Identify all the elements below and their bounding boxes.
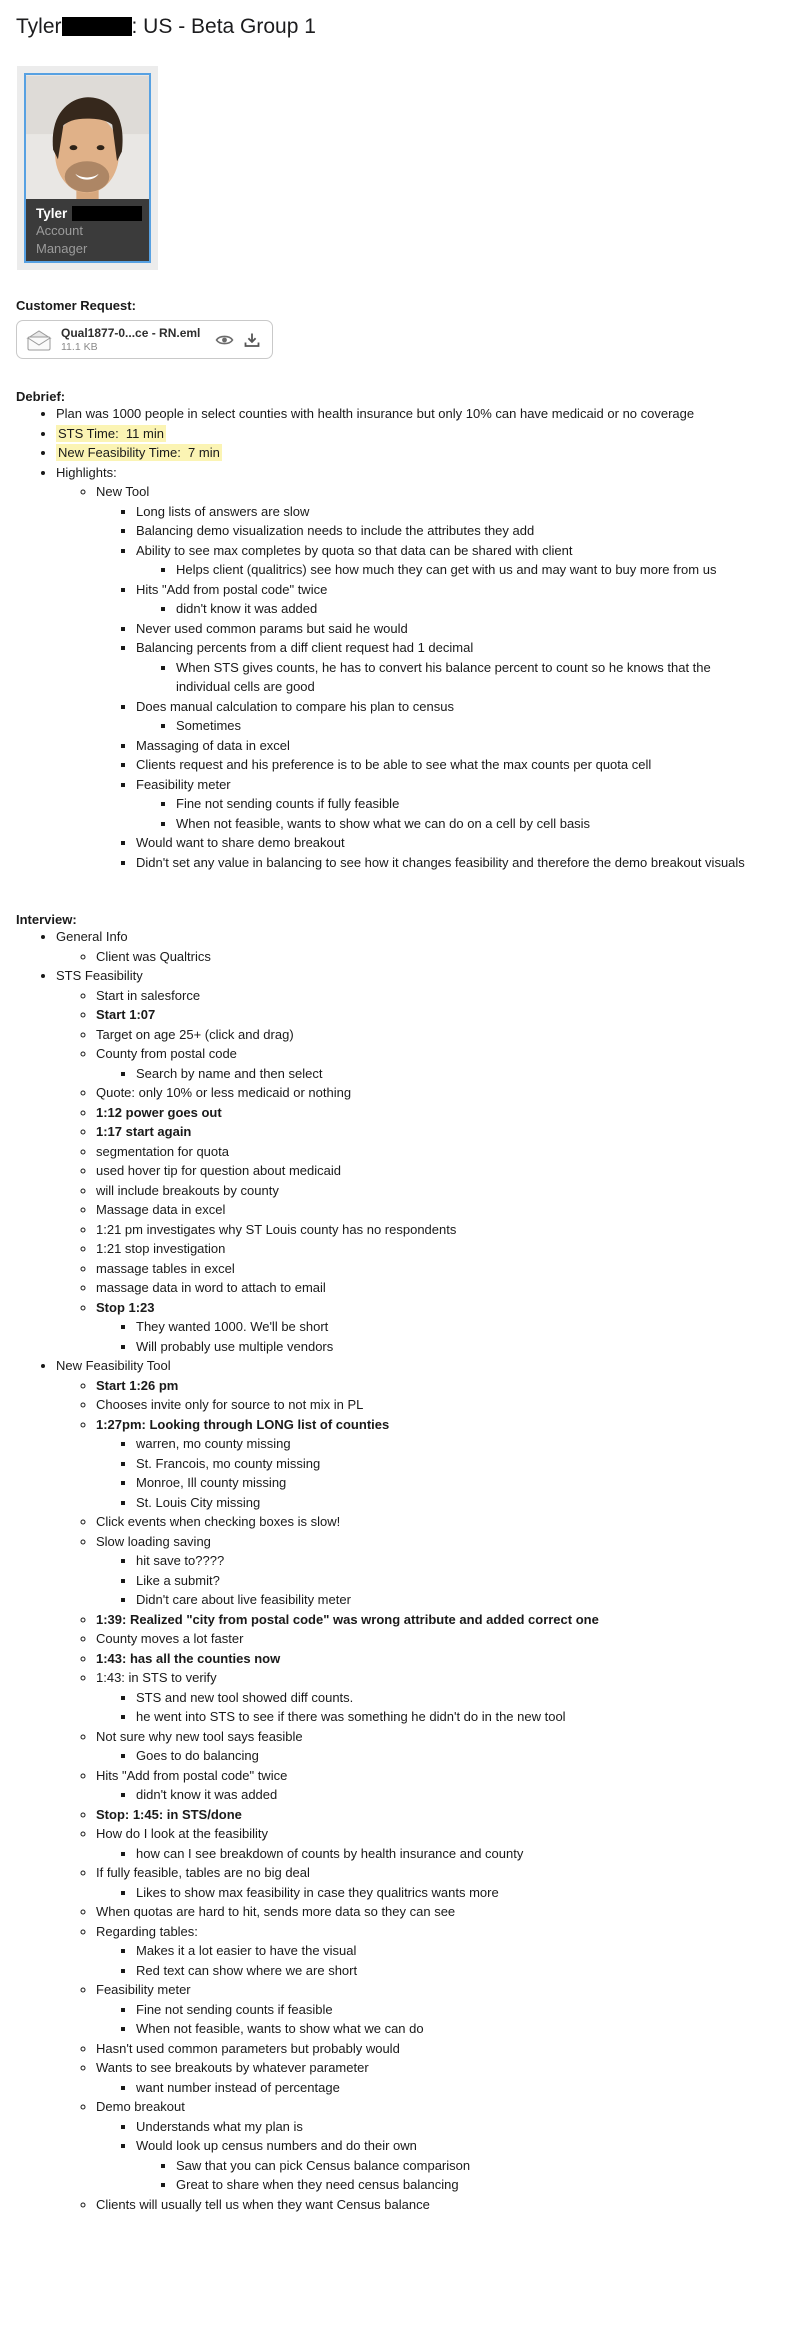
list-item [96,2195,756,2215]
bullet-list [96,2000,756,2039]
bullet-list [16,404,756,872]
list-item-text: STS Feasibility [56,968,143,983]
bullet-list [96,502,756,873]
list-item [96,1005,756,1025]
bullet-list [56,1376,756,2215]
list-item-text: 1:21 pm investigates why ST Louis county has no respondents [96,1221,457,1237]
list-item [96,1668,756,1727]
list-item-text: St. Louis City missing [136,1494,261,1510]
bullet-list [96,1551,756,1610]
list-item-text: Clients request and his preference is to be able to see what the max counts per quota cell [136,757,652,772]
list-item [136,1746,756,1766]
list-item-text: massage data in word to attach to email [96,1280,326,1295]
list-item [96,1727,756,1766]
list-item [96,1181,756,1201]
list-item [96,1376,756,1396]
list-item-text: 1:43: has all the counties now [96,1650,281,1666]
list-item [56,424,756,444]
list-item-text: Massaging of data in excel [136,737,290,753]
list-item-text: Hits "Add from postal code" twice [96,1767,288,1783]
list-item [136,1317,756,1337]
list-item [56,966,756,1356]
list-item-text: Chooses invite only for source to not mix in PL [96,1397,364,1412]
list-item-text: Like a submit? [136,1572,220,1588]
attachment-actions [215,332,260,348]
list-item [176,794,756,814]
list-item-text: County from postal code [96,1046,237,1061]
list-item [96,1025,756,1045]
list-item-text: Helps client (qualitrics) see how much they can get with us and may want to buy more from us [176,562,717,577]
list-item-text: St. Francois, mo county missing [136,1455,321,1471]
list-item [96,1824,756,1863]
list-item [96,1805,756,1825]
profile-photo [24,73,151,263]
list-item [96,2058,756,2097]
list-item [136,1707,756,1727]
list-item-text: Start 1:07 [96,1007,156,1022]
preview-eye-icon[interactable] [215,333,234,347]
list-item [136,638,756,697]
bullet-list [136,794,756,833]
list-item [136,2117,756,2137]
list-item-text: 1:17 start again [96,1124,192,1139]
list-item [96,1395,756,1415]
list-item-text: Hasn't used common parameters but probably would [96,2040,400,2056]
list-item-text: Regarding tables: [96,1923,198,1939]
list-item [96,1278,756,1298]
list-item [96,1902,756,1922]
debrief-heading: Debrief: [16,389,66,404]
list-item-text: Monroe, Ill county missing [136,1475,287,1490]
list-item-text: Balancing percents from a diff client request had 1 decimal [136,640,474,655]
list-item [136,1590,756,1610]
list-item-text: Start 1:26 pm [96,1377,179,1393]
list-item-text: County moves a lot faster [96,1631,244,1646]
list-item-text: Sometimes [176,718,242,733]
bullet-list [96,2078,756,2098]
list-item-text: 1:39: Realized "city from postal code" was wrong attribute and added correct one [96,1611,599,1627]
list-item-text: 1:21 stop investigation [96,1241,226,1256]
bullet-list [56,986,756,1357]
list-item [136,697,756,736]
interview-heading: Interview: [16,912,77,927]
list-item-text: want number instead of percentage [136,2079,340,2095]
list-item [96,1532,756,1610]
list-item-text: Feasibility meter [136,776,231,792]
page-title-suffix: : US - Beta Group 1 [131,15,316,38]
list-item-text: Not sure why new tool says feasible [96,1728,303,1744]
list-item [136,853,756,873]
list-item [96,1649,756,1669]
bullet-list [96,1064,756,1084]
bullet-list [56,947,756,967]
list-item-text: Stop 1:23 [96,1299,155,1315]
list-item [96,1161,756,1181]
list-item-text: New Tool [96,484,150,499]
list-item-text: Slow loading saving [96,1533,211,1549]
list-item-text: Long lists of answers are slow [136,503,310,519]
list-item [96,1610,756,1630]
list-item [176,658,756,697]
list-item-text: Plan was 1000 people in select counties with health insurance but only 10% can have medicaid or no coverage [56,406,695,421]
interview-list [16,927,756,2214]
list-item-text: Target on age 25+ (click and drag) [96,1026,294,1042]
list-item-text: segmentation for quota [96,1143,229,1159]
list-item [136,2000,756,2020]
list-item [96,2097,756,2195]
list-item-text: Goes to do balancing [136,1748,259,1763]
list-item [136,1883,756,1903]
list-item [136,521,756,541]
profile-photo-frame [17,66,158,270]
list-item [96,1044,756,1083]
list-item-text: STS Time: 11 min [58,425,164,441]
attachment-meta [61,326,200,353]
list-item [136,1337,756,1357]
list-item-text: Makes it a lot easier to have the visual [136,1943,357,1958]
list-item [136,1551,756,1571]
attachment-filesize: 11.1 KB [61,341,98,353]
list-item-text: If fully feasible, tables are no big deal [96,1865,310,1880]
list-item [136,580,756,619]
profile-first-name: Tyler [36,206,68,221]
list-item-text: New Feasibility Time: 7 min [58,445,220,460]
bullet-list [136,2156,756,2195]
list-item-text: didn't know it was added [176,601,318,616]
list-item [136,2019,756,2039]
list-item-text: Great to share when they need census balancing [176,2177,459,2192]
list-item [136,736,756,756]
profile-role-line2: Manager [36,241,88,256]
list-item [96,1922,756,1981]
list-item [176,716,756,736]
list-item-text: Would look up census numbers and do their own [136,2138,417,2153]
list-item-text: Clients will usually tell us when they want Census balance [96,2196,430,2212]
profile-role-line1: Account [36,223,83,238]
list-item-text: Likes to show max feasibility in case they qualitrics wants more [136,1884,499,1900]
redaction-box [62,17,132,36]
list-item [136,619,756,639]
list-item-text: how can I see breakdown of counts by health insurance and county [136,1845,524,1861]
list-item [136,755,756,775]
list-item-text: Fine not sending counts if fully feasible [176,796,400,811]
list-item [136,1454,756,1474]
bullet-list [96,1688,756,1727]
list-item [136,1571,756,1591]
list-item-text: Saw that you can pick Census balance comparison [176,2157,471,2173]
list-item-text: Red text can show where we are short [136,1962,358,1978]
list-item-text: Fine not sending counts if feasible [136,2001,333,2017]
list-item [176,2156,756,2176]
bullet-list [136,658,756,697]
list-item-text: Would want to share demo breakout [136,835,345,850]
bullet-list [96,1434,756,1512]
list-item-text: Ability to see max completes by quota so that data can be shared with client [136,542,573,558]
list-item [96,1122,756,1142]
list-item-text: he went into STS to see if there was something he didn't do in the new tool [136,1709,566,1724]
list-item [136,1844,756,1864]
list-item [176,560,756,580]
list-item-text: 1:12 power goes out [96,1104,222,1120]
list-item [96,1980,756,2039]
list-item-text: When not feasible, wants to show what we can do [136,2021,424,2036]
list-item-text: Feasibility meter [96,1982,191,1997]
list-item-text: New Feasibility Tool [56,1358,171,1373]
list-item-text: massage tables in excel [96,1260,235,1276]
list-item [136,775,756,834]
list-item-text: Didn't set any value in balancing to see how it changes feasibility and therefore the demo breakout visuals [136,854,745,870]
bullet-list [136,716,756,736]
list-item [136,1493,756,1513]
list-item-text: Hits "Add from postal code" twice [136,581,328,597]
list-item [96,1200,756,1220]
list-item [136,1064,756,1084]
list-item-text: warren, mo county missing [136,1436,291,1451]
list-item [56,1356,756,2214]
attachment-filename: Qual1877-0...ce - RN.eml [61,326,201,340]
list-item [96,1766,756,1805]
list-item-text: Never used common params but said he would [136,620,408,636]
download-icon[interactable] [244,332,260,348]
list-item [96,1220,756,1240]
list-item-text: They wanted 1000. We'll be short [136,1319,329,1334]
bullet-list [136,599,756,619]
list-item [96,1512,756,1532]
list-item [176,2175,756,2195]
list-item-text: 1:43: in STS to verify [96,1670,217,1685]
list-item [96,986,756,1006]
debrief-list [16,404,756,872]
list-item-text: General Info [56,929,128,944]
photo-caption-overlay [26,199,149,261]
list-item-text: STS and new tool showed diff counts. [136,1689,354,1705]
list-item [136,833,756,853]
list-item-text: hit save to???? [136,1553,225,1568]
list-item [176,814,756,834]
list-item [96,482,756,872]
list-item [136,2078,756,2098]
bullet-list [136,560,756,580]
list-item-text: Search by name and then select [136,1065,323,1081]
list-item-text: Start in salesforce [96,987,201,1003]
list-item [56,443,756,463]
bullet-list [96,2117,756,2195]
list-item [56,404,756,424]
list-item [96,2039,756,2059]
attachment-card[interactable] [16,320,273,359]
list-item [136,1434,756,1454]
list-item-text: will include breakouts by county [96,1182,279,1198]
list-item [96,1142,756,1162]
list-item-text: How do I look at the feasibility [96,1826,268,1841]
bullet-list [96,1883,756,1903]
list-item [56,927,756,966]
list-item [96,1103,756,1123]
list-item [96,1629,756,1649]
list-item-text: Demo breakout [96,2099,185,2114]
list-item-text: used hover tip for question about medicaid [96,1163,341,1178]
redaction-box [72,206,142,221]
list-item [96,1239,756,1259]
profile-name [36,206,149,222]
list-item [96,1415,756,1513]
list-item [56,463,756,873]
list-item [136,1961,756,1981]
list-item-text: Does manual calculation to compare his plan to census [136,698,454,714]
list-item [136,1473,756,1493]
list-item [136,1941,756,1961]
list-item-text: When not feasible, wants to show what we can do on a cell by cell basis [176,815,591,831]
list-item [136,502,756,522]
list-item-text: Client was Qualtrics [96,948,211,964]
list-item [136,541,756,580]
list-item-text: Will probably use multiple vendors [136,1338,334,1354]
bullet-list [96,1844,756,1864]
list-item [96,1863,756,1902]
list-item-text: Stop: 1:45: in STS/done [96,1806,242,1822]
list-item-text: 1:27pm: Looking through LONG list of counties [96,1416,390,1432]
list-item-text: Highlights: [56,464,117,480]
list-item [96,947,756,967]
bullet-list [96,1317,756,1356]
list-item-text: didn't know it was added [136,1787,278,1802]
list-item [136,1785,756,1805]
list-item-text: Massage data in excel [96,1202,226,1217]
bullet-list [96,1941,756,1980]
list-item-text: When quotas are hard to hit, sends more data so they can see [96,1904,456,1919]
list-item-text: Balancing demo visualization needs to include the attributes they add [136,523,535,538]
list-item-text: Understands what my plan is [136,2118,303,2134]
list-item-text: Quote: only 10% or less medicaid or nothing [96,1085,352,1100]
envelope-icon [26,329,52,351]
list-item-text: Didn't care about live feasibility meter [136,1592,351,1607]
bullet-list [56,482,756,872]
page-title [16,14,756,40]
list-item [96,1259,756,1279]
list-item [176,599,756,619]
list-item-text: When STS gives counts, he has to convert his balance percent to count so he knows that the individual cells are good [176,659,715,694]
bullet-list [96,1746,756,1766]
list-item [136,2136,756,2195]
bullet-list [96,1785,756,1805]
list-item-text: Wants to see breakouts by whatever parameter [96,2060,369,2075]
list-item-text: Click events when checking boxes is slow! [96,1514,341,1529]
customer-request-label: Customer Request: [16,298,136,313]
list-item [96,1083,756,1103]
bullet-list [16,927,756,2214]
list-item [96,1298,756,1357]
page-title-prefix: Tyler [16,15,62,38]
list-item [136,1688,756,1708]
